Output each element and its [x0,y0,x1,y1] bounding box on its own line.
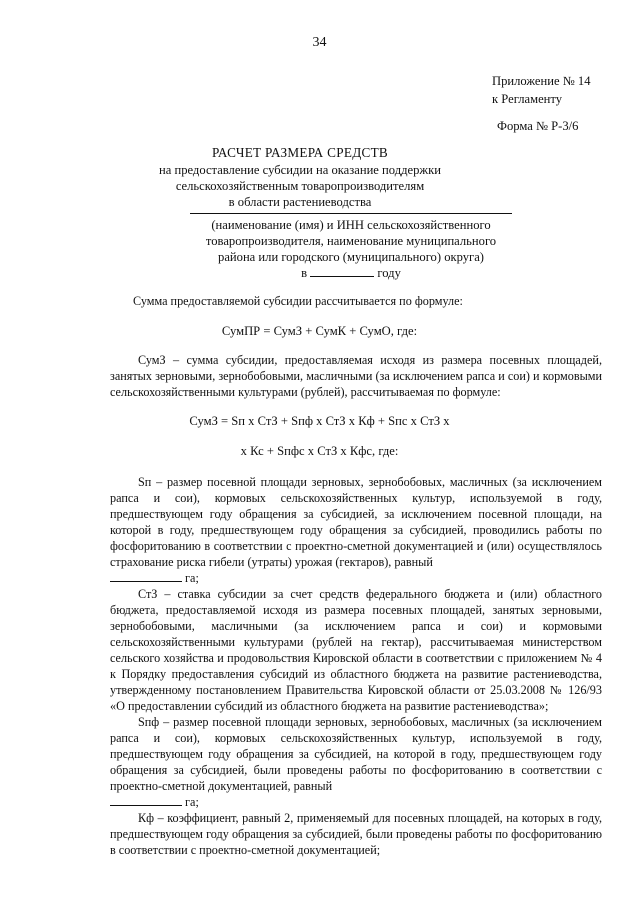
year-prefix: в [301,266,308,280]
sp-paragraph [110,474,602,586]
stz-paragraph: СтЗ – ставка субсидии за счет средств федерального бюджета и (или) областного бюджета, предоставляемой исходя из размера посевных площадей, занятых зерновыми, зернобобовыми, масличными (за исключением рапса и сои) и кормовыми сельскохозяйственными культурами (рублей на гектар), рассчитываемая министерством сельского хозяйства и продовольствия Кировской области в соответствии с приложением № 4 к Порядку предоставления субсидий из областного бюджета на развитие растениеводства, утвержденному постановлением Правительства Кировской области от 25.03.2008 № 126/93 «О предоставлении субсидий из областного бюджета на развитие растениеводства»; [110,587,602,713]
formula-sumz-line-1: СумЗ = Sп х СтЗ + Sпф х СтЗ х Кф + Sпс х СтЗ х [189,414,450,428]
sumz-definition [110,352,602,400]
title-sub-1: на предоставление субсидии на оказание поддержки [158,163,441,177]
sp-unit: га; [185,571,199,585]
appendix-line-1: Приложение № 14 [492,74,591,88]
kf-paragraph: Кф – коэффициент, равный 2, применяемый для посевных площадей, на которых в году, предшествующем году обращения за субсидией, были проведены работы по фосфоритованию в соответствии с проектно-сметной документацией; [110,811,602,857]
year-suffix: году [377,266,401,280]
page-number: 34 [312,35,327,50]
sp-blank [110,570,182,582]
title-sub-2: сельскохозяйственным товаропроизводителям [175,179,425,193]
name-fill-line [190,213,512,214]
formula-main: СумПР = СумЗ + СумК + СумО, где: [221,324,418,338]
form-number: Форма № Р-3/6 [497,119,579,133]
caption-line-3: района или городского (муниципального) округа) [218,250,484,264]
definitions-block [110,474,602,858]
name-caption [190,217,512,281]
intro-text: Сумма предоставляемой субсидии рассчитывается по формуле: [133,294,463,308]
title-sub-3: в области растениеводства [228,195,372,209]
caption-year-line [190,265,512,281]
spf-paragraph [110,714,602,810]
appendix-line-2: к Регламенту [492,92,563,106]
year-blank [310,265,374,277]
caption-line-2: товаропроизводителя, наименование муниципального [205,234,497,248]
sumz-paragraph: СумЗ – сумма субсидии, предоставляемая исходя из размера посевных площадей, занятых зерновыми, зернобобовыми, масличными (за исключением рапса и сои) и кормовыми сельскохозяйственными культурами (рублей), рассчитываемая по формуле: [110,353,602,399]
formula-sumz-line-2: х Кс + Sпфс х СтЗ х Кфс, где: [240,444,399,458]
document-title [150,144,450,210]
spf-blank [110,794,182,806]
spf-text: Sпф – размер посевной площади зерновых, зернобобовых, масличных (за исключением рапса и сои), кормовых сельскохозяйственных культур, используемой в году, предшествующем году обращения за субсидией, на которой в году, предшествующем году обращения за субсидией, были проведены работы по фосфоритованию в соответствии с проектно-сметной документацией, равный [110,715,602,793]
appendix-header [492,72,632,108]
spf-unit: га; [185,795,199,809]
sp-text: Sп – размер посевной площади зерновых, зернобобовых, масличных (за исключением рапса и сои), кормовых сельскохозяйственных культур, используемой в году, предшествующем году обращения за субсидией, за исключением посевной площади, на которой в году, предшествующем году обращения за субсидией, проводились работы по фосфоритованию в соответствии с проектно-сметной документацией и (или) осуществлялось страхование риска гибели (утраты) урожая (гектаров), равный [110,475,602,569]
caption-line-1: (наименование (имя) и ИНН сельскохозяйственного [211,218,491,232]
title-heading: РАСЧЕТ РАЗМЕРА СРЕДСТВ [211,145,389,160]
